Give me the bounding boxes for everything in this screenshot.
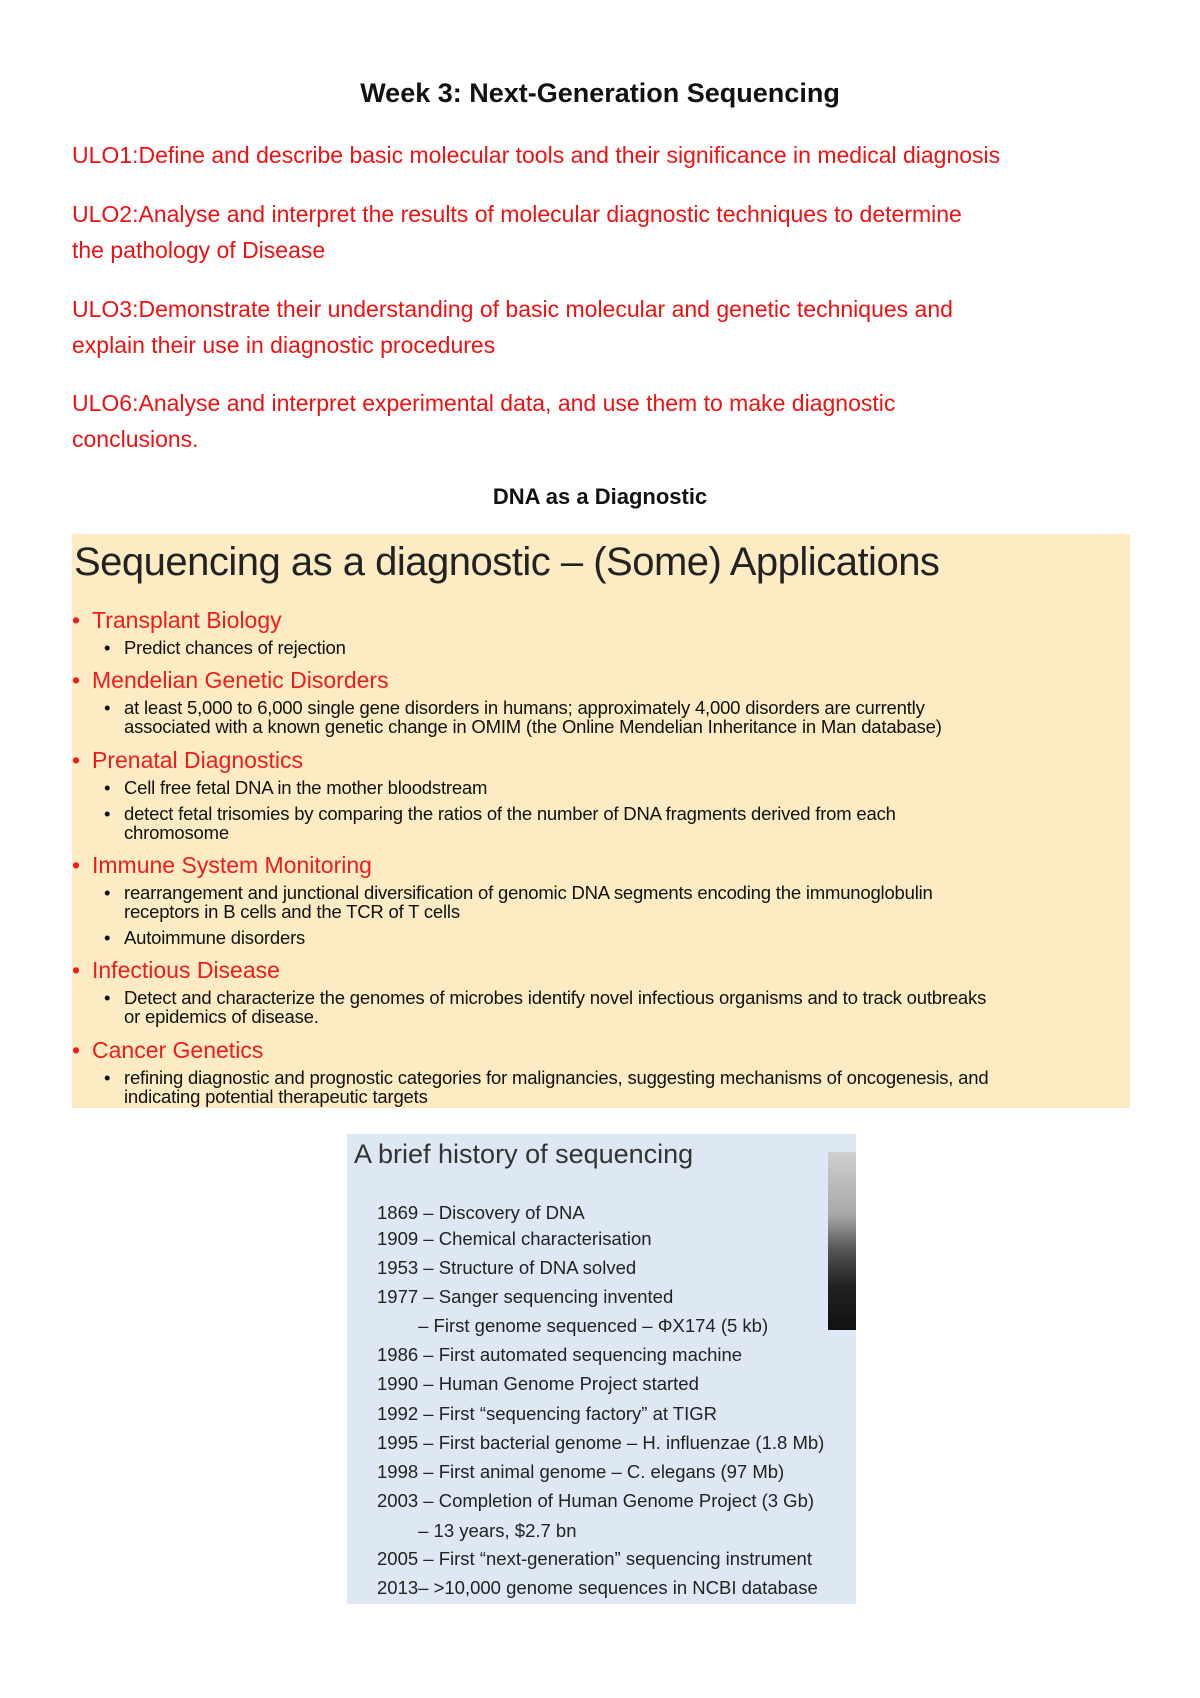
history-slide bbox=[347, 1134, 856, 1604]
bullet-icon: • bbox=[104, 697, 111, 718]
sub-item bbox=[104, 637, 1124, 658]
sub-item-line: Detect and characterize the genomes of microbes identify novel infectious organisms and to track outbreaks bbox=[124, 987, 987, 1008]
history-row: – 13 years, $2.7 bn bbox=[377, 1520, 577, 1541]
category-infectious-disease bbox=[72, 957, 280, 984]
history-row: 2005 – First “next-generation” sequencing instrument bbox=[377, 1548, 812, 1569]
sub-item-line: Cell free fetal DNA in the mother bloodstream bbox=[124, 777, 488, 798]
bullet-icon: • bbox=[104, 1067, 111, 1088]
history-row: 1953 – Structure of DNA solved bbox=[377, 1257, 637, 1278]
history-row: 1995 – First bacterial genome – H. influenzae (1.8 Mb) bbox=[377, 1432, 825, 1453]
history-row: 1909 – Chemical characterisation bbox=[377, 1228, 652, 1249]
ulo-3 bbox=[72, 291, 1132, 363]
applications-title: Sequencing as a diagnostic – (Some) Applications bbox=[74, 540, 940, 584]
history-row: 1986 – First automated sequencing machine bbox=[377, 1344, 743, 1365]
bullet-icon: • bbox=[72, 607, 81, 633]
sub-item-line: Predict chances of rejection bbox=[124, 637, 346, 658]
ulo-2-line-2: the pathology of Disease bbox=[72, 237, 326, 263]
sub-item-line: receptors in B cells and the TCR of T cells bbox=[124, 901, 460, 922]
ulo-3-line-1: ULO3:Demonstrate their understanding of basic molecular and genetic techniques and bbox=[72, 296, 953, 322]
category-transplant-biology bbox=[72, 607, 282, 634]
bullet-icon: • bbox=[72, 747, 81, 773]
sub-item bbox=[104, 777, 1124, 798]
sub-item bbox=[104, 697, 1124, 737]
sub-item bbox=[104, 803, 1124, 843]
bullet-icon: • bbox=[72, 667, 81, 693]
category-label: Immune System Monitoring bbox=[92, 852, 372, 878]
bullet-icon: • bbox=[72, 1037, 81, 1063]
ulo-6-line-2: conclusions. bbox=[72, 426, 199, 452]
sub-item-line: chromosome bbox=[124, 822, 229, 843]
history-row: 2003 – Completion of Human Genome Project (3 Gb) bbox=[377, 1490, 815, 1511]
ulo-2-line-1: ULO2:Analyse and interpret the results of molecular diagnostic techniques to determine bbox=[72, 201, 962, 227]
sub-item-line: associated with a known genetic change in OMIM (the Online Mendelian Inheritance in Man database) bbox=[124, 716, 942, 737]
bullet-icon: • bbox=[72, 852, 81, 878]
bullet-icon: • bbox=[72, 957, 81, 983]
history-row: 1977 – Sanger sequencing invented bbox=[377, 1286, 674, 1307]
category-immune-system-monitoring bbox=[72, 852, 372, 879]
category-label: Cancer Genetics bbox=[92, 1037, 264, 1063]
bullet-icon: • bbox=[104, 777, 111, 798]
category-label: Mendelian Genetic Disorders bbox=[92, 667, 389, 693]
category-cancer-genetics bbox=[72, 1037, 263, 1064]
ulo-2 bbox=[72, 196, 1132, 268]
bullet-icon: • bbox=[104, 927, 111, 948]
category-prenatal-diagnostics bbox=[72, 747, 303, 774]
sub-item-line: rearrangement and junctional diversification of genomic DNA segments encoding the immunoglobulin bbox=[124, 882, 933, 903]
sub-item-line: indicating potential therapeutic targets bbox=[124, 1086, 428, 1107]
portrait-photo bbox=[828, 1152, 856, 1330]
history-row: 1869 – Discovery of DNA bbox=[377, 1202, 585, 1223]
ulo-1-line-1: ULO1:Define and describe basic molecular tools and their significance in medical diagnosis bbox=[72, 142, 1001, 168]
history-row: – First genome sequenced – ΦX174 (5 kb) bbox=[377, 1315, 769, 1336]
category-label: Infectious Disease bbox=[92, 957, 280, 983]
sub-item bbox=[104, 927, 1124, 948]
history-title: A brief history of sequencing bbox=[354, 1139, 694, 1169]
history-row: 1992 – First “sequencing factory” at TIGR bbox=[377, 1403, 718, 1424]
category-mendelian-genetic-disorders bbox=[72, 667, 389, 694]
category-label: Transplant Biology bbox=[92, 607, 282, 633]
ulo-1 bbox=[72, 137, 1132, 173]
sub-item-line: at least 5,000 to 6,000 single gene disorders in humans; approximately 4,000 disorders are currently bbox=[124, 697, 925, 718]
ulo-6-line-1: ULO6:Analyse and interpret experimental data, and use them to make diagnostic bbox=[72, 390, 896, 416]
applications-slide bbox=[72, 534, 1130, 1108]
section-heading: DNA as a Diagnostic bbox=[492, 484, 708, 509]
ulo-6 bbox=[72, 385, 1132, 457]
sub-item bbox=[104, 882, 1124, 922]
bullet-icon: • bbox=[104, 987, 111, 1008]
sub-item-line: detect fetal trisomies by comparing the ratios of the number of DNA fragments derived from each bbox=[124, 803, 896, 824]
category-label: Prenatal Diagnostics bbox=[92, 747, 303, 773]
page-title: Week 3: Next-Generation Sequencing bbox=[360, 78, 840, 108]
history-row: 1990 – Human Genome Project started bbox=[377, 1373, 699, 1394]
sub-item bbox=[104, 1067, 1124, 1107]
bullet-icon: • bbox=[104, 803, 111, 824]
ulo-3-line-2: explain their use in diagnostic procedures bbox=[72, 332, 496, 358]
sub-item bbox=[104, 987, 1124, 1027]
sub-item-line: refining diagnostic and prognostic categories for malignancies, suggesting mechanisms of oncogenesis, and bbox=[124, 1067, 989, 1088]
history-row: 1998 – First animal genome – C. elegans (97 Mb) bbox=[377, 1461, 785, 1482]
bullet-icon: • bbox=[104, 637, 111, 658]
bullet-icon: • bbox=[104, 882, 111, 903]
sub-item-line: or epidemics of disease. bbox=[124, 1006, 319, 1027]
history-row: 2013– >10,000 genome sequences in NCBI database bbox=[377, 1577, 818, 1598]
sub-item-line: Autoimmune disorders bbox=[124, 927, 306, 948]
